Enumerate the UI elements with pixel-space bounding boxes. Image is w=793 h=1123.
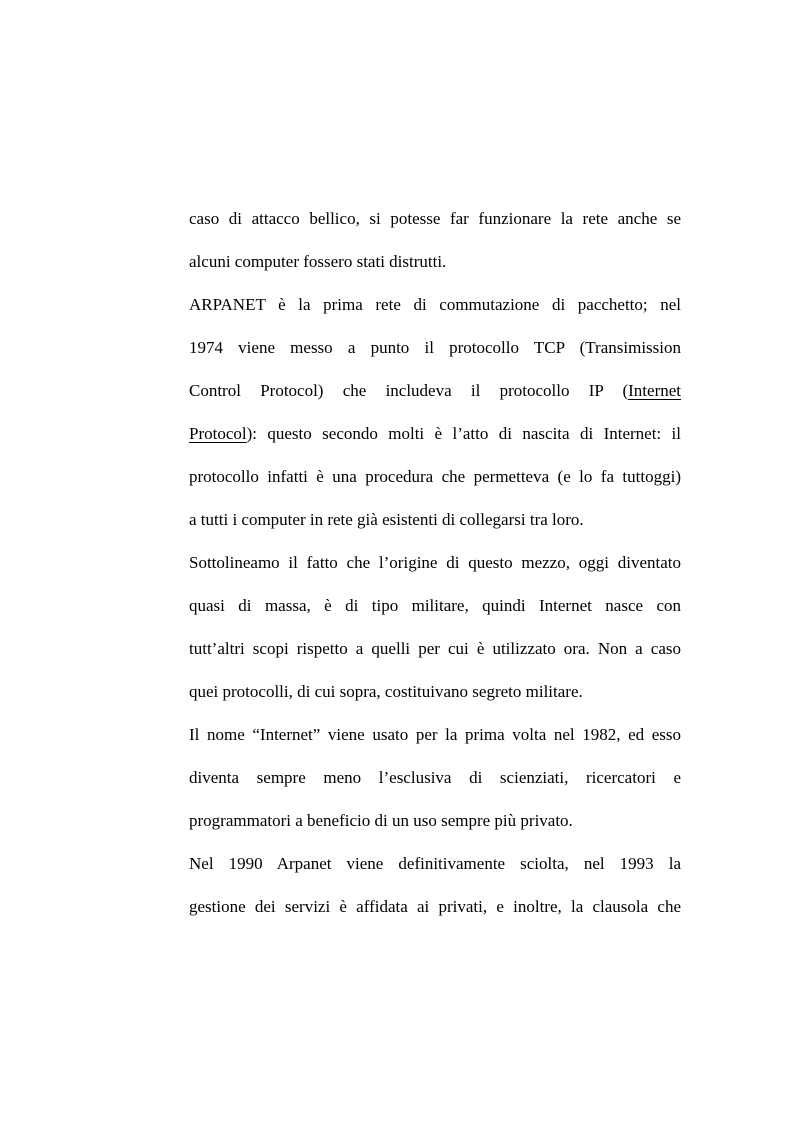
text-line [189,369,681,412]
paragraph-4 [189,713,681,842]
text-fragment: Control Protocol) che includeva il protocollo IP ( [189,381,629,400]
underlined-term: Protocol [189,424,247,443]
text-line [189,412,681,455]
text-line: 1974 viene messo a punto il protocollo TCP (Transimission [189,338,681,357]
text-line: protocollo infatti è una procedura che permetteva (e lo fa tuttoggi) [189,467,681,486]
text-line: tutt’altri scopi rispetto a quelli per cui è utilizzato ora. Non a caso [189,639,681,658]
text-line: gestione dei servizi è affidata ai privati, e inoltre, la clausola che [189,897,681,916]
text-line: alcuni computer fossero stati distrutti. [189,252,447,271]
body-text [189,197,681,928]
text-line: a tutti i computer in rete già esistenti di collegarsi tra loro. [189,510,584,529]
text-line: Il nome “Internet” viene usato per la prima volta nel 1982, ed esso [189,725,681,744]
text-fragment: ): questo secondo molti è l’atto di nascita di Internet: il [246,424,681,443]
text-line: quasi di massa, è di tipo militare, quindi Internet nasce con [189,596,681,615]
text-line: Nel 1990 Arpanet viene definitivamente sciolta, nel 1993 la [189,854,681,873]
text-line: programmatori a beneficio di un uso sempre più privato. [189,811,573,830]
text-line: Sottolineamo il fatto che l’origine di questo mezzo, oggi diventato [189,553,681,572]
text-line: quei protocolli, di cui sopra, costituivano segreto militare. [189,682,583,701]
text-line: diventa sempre meno l’esclusiva di scienziati, ricercatori e [189,768,681,787]
text-line: caso di attacco bellico, si potesse far funzionare la rete anche se [189,209,681,228]
paragraph-1 [189,197,681,283]
underlined-term: Internet [628,381,681,400]
paragraph-2 [189,283,681,541]
paragraph-3 [189,541,681,713]
text-line: ARPANET è la prima rete di commutazione di pacchetto; nel [189,295,681,314]
paragraph-5 [189,842,681,928]
